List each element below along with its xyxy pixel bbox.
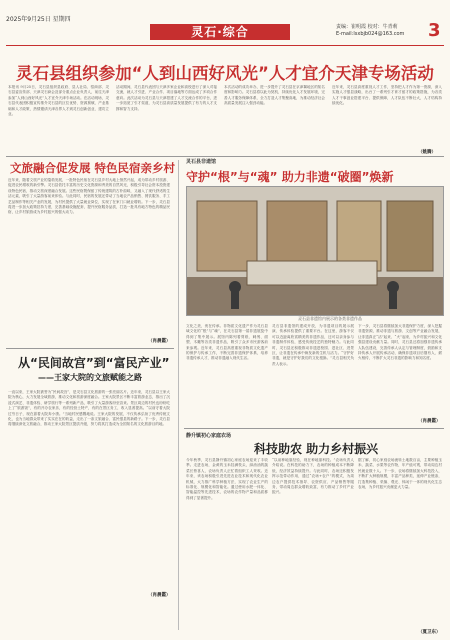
right-divider — [184, 428, 444, 429]
article-byline-wang-courtyard: （肖晨霞） — [148, 593, 171, 598]
page-header — [0, 0, 450, 44]
top-article-col3: 本次活动的成功举办，进一步提升了灵石县在京津冀地区的知名度和影响力。灵石县将以此为契机，持续优化人才发展环境，完善人才服务保障体系，全力打造人才集聚高地，为推动经济社会高质量发展注入强劲动能。 — [224, 85, 325, 106]
left-divider — [6, 348, 174, 349]
article-body-homestay: 近年来，随着文旅产业的蓬勃发展，一批特色民宿在灵石县乡村大地上悄然兴起，成为带动乡村旅游、促进农民增收的新引擎。灵石县依托丰富的历史文化资源和秀美的自然风光，积极引导社会资本投资建设特色民宿，推动文旅深度融合发展。这些民宿既保留了传统建筑的古朴韵味，又融入了现代舒适的生活元素，吸引了大量游客前来体验。与此同时，民宿的发展还带动了当地农产品销售、餐饮服务、手工艺品制作等相关产业的发展，为村民提供了大量就业岗位，实现了在家门口就业增收。下一步，灵石县将进一步加大政策扶持力度，完善基础设施配套，提升民宿服务品质，打造一批具有地方特色的精品民宿，让乡村旅游成为乡村振兴的强大动力。 — [8, 178, 170, 215]
heritage-museum-photo — [186, 186, 444, 316]
heritage-col3: 下一步，灵石县将继续加大非遗保护力度，深入挖掘非遗资源，推动非遗与旅游、文创等产业融合发展，让非遗真正“活”起来、“火”起来，为乡村振兴和文化强县建设贡献力量。同时，灵石县还将加强非遗传承人队伍建设，完善传承人认定与管理制度，鼓励和支持传承人开展传承活动，确保非遗项目后继有人、薪火相传，不断扩大灵石非遗的影响力和知名度。 — [358, 324, 442, 361]
top-article-col2: 活动期间，灵石县代表团与天津多家企业和高校进行了深入对接交流，就人才引进、产业合作、项目落地等方面达成了多项合作意向。此次活动为灵石县与天津搭建了人才交流合作的平台，进一步拓宽了引才渠道，为灵石县高质量发展提供了有力的人才支撑和智力支持。 — [116, 85, 217, 111]
column-divider — [178, 160, 179, 630]
header-rule — [6, 45, 444, 46]
article-title-farm: 科技助农 助力乡村振兴 — [254, 442, 379, 456]
farm-col1: 今年秋季，灵石县静升镇初心家庭农场迎来了丰收季。走进农场，金黄的玉米挂满枝头，绿油油的蔬菜长势喜人，农场负责人正忙着组织工人采收。近年来，该农场积极引进先进农业技术和现代化农业机械，大力推广科学种植方法，实现了农业生产的标准化、规模化和智能化。通过使用水肥一体化、智能温控等先进技术，农场的农作物产量和品质都得到了显著提升。 — [186, 458, 268, 500]
farm-col3: 据了解，初心家庭农场流转土地数百亩，主要种植玉米、蔬菜、水果等农作物，年产值可观，带动周边村民就业数十人。下一步，农场将继续加大科技投入，不断扩大种植规模，丰富产品种类，延伸产业链条，打造集种植、采摘、观光、休闲于一体的现代化生态农场，为乡村振兴贡献更大力量。 — [358, 458, 442, 490]
editor-credits — [336, 24, 404, 38]
article-title-wang-courtyard: 从“民间故宫”到“富民产业” — [18, 356, 170, 370]
issue-date: 2025年9月25日 星期四 — [6, 16, 71, 23]
section-name: 灵石·综合 — [191, 25, 249, 39]
page-number: 3 — [428, 20, 441, 41]
article-subtitle-wang-courtyard: ——王家大院的文旅赋能之路 — [38, 373, 142, 382]
section-banner — [150, 24, 290, 40]
top-article-col4: 近年来，灵石县高度重视人才工作，坚持把人才作为第一资源，深入实施人才强县战略，出台了一系列引才育才留才的政策措施，为各类人才干事创业搭建平台、提供保障，人才队伍不断壮大，人才结构持续优化。 — [332, 85, 442, 106]
farm-byline: （夏卫东） — [418, 630, 441, 635]
article-title-homestay: 文旅融合促发展 特色民宿亲乡村 — [10, 161, 176, 175]
section-divider — [6, 156, 444, 157]
heritage-col1: 文化之美，贵在传承。非物质文化遗产作为灵石县域文化的“根”与“魂”，在灵石县第一届非遗展览中得到了集中展示。展馆内陈列着剪纸、刺绣、面塑、木雕等各类非遗作品，吸引了众多市民游客前来参观。近年来，灵石县高度重视非物质文化遗产的保护与传承工作，不断完善非遗保护体系，培养非遗传承人才，推动非遗融入现代生活。 — [186, 324, 268, 361]
top-article-col1: 本报讯 9月25日，灵石县组织县政府、县人社局、招商部、灵石县委宣传部、天津灵石商会及部分重点企业负责人，前往天津参加“人到山西好风光”人才宜介天津专场活动。在活动现场，灵石县代表团积极宣传推介灵石县的区位优势、资源禀赋、产业基础和人才政策，热情邀请天津各界人才到灵石创新创业、建功立业。 — [8, 85, 109, 117]
article-byline-homestay: （肖晨霞） — [148, 339, 171, 344]
main-headline: 灵石县组织参加“人到山西好风光”人才宜介天津专场活动 — [16, 64, 434, 83]
article-body-wang-courtyard: 一直以来，王家大院被誉为“民间故宫”，是灵石县文化旅游的一张亮丽名片。近年来，灵石县以王家大院为核心，大力发展全域旅游，推动文化和旅游深度融合。王家大院景区不断丰富旅游业态，推出了沉浸式演艺、非遗体验、研学旅行等一系列新产品，吸引了大量游客纷至沓来。景区周边的村民也纷纷吃上了“旅游饭”，有的开办农家乐，有的经营土特产，有的在景区务工，收入显著提高。“以前守着大院过穷日子，现在靠着大院奔小康。”当地村民感慨地说。王家大院的发展，不仅传承弘扬了优秀传统文化，也为当地群众带来了实实在在的收益，走出了一条文旅融合、富民强县的新路子。下一步，灵石县将继续深化文旅融合，推动王家大院景区提质升级，努力将其打造成为全国知名的文化旅游目的地。 — [8, 390, 170, 427]
series-label-heritage: 灵石县非遗馆 — [186, 159, 217, 165]
series-label-farm: 静升镇初心家庭农场 — [186, 433, 232, 439]
museum-interior-illustration — [187, 187, 443, 315]
editor-line: 责编：崔明霞 校对：牛青莉 — [336, 24, 398, 30]
article-title-heritage: 守护“根”与“魂” 助力非遗“破圈”焕新 — [186, 170, 394, 184]
heritage-byline: （肖晨霞） — [418, 419, 441, 424]
heritage-col2: 灵石县非遗馆的建成开放，为非遗项目的展示展演、传承体验提供了重要平台。在这里，游客不仅可以近距离欣赏精美的非遗作品，还可以亲身参与非遗制作体验，感受传统技艺的独特魅力。与此同时，灵石县还积极推动非遗进校园、进社区、进景区，让非遗在传承中焕发新的生机与活力。“守护好非遗，就是守护好我们的文化根脉。”灵石县相关负责人表示。 — [272, 324, 354, 366]
farm-col2: “以前种地靠经验，现在种地靠科技。”农场负责人介绍说。在科技的助力下，农场的种植成本不断降低，经济效益持续提升。与此同时，农场还积极发挥示范带动作用，通过“农场+农户”的模式，为周边农户提供技术指导、农资供应、产品销售等服务，带动周边群众增收致富，有力推动了乡村产业振兴。 — [272, 458, 354, 495]
email-line: E-mail:lsxbjb024@163.com — [336, 31, 405, 37]
top-article-byline: （姚腾） — [418, 150, 436, 155]
photo-caption: 灵石县非遗馆内展示的各类非遗作品 — [298, 316, 362, 321]
